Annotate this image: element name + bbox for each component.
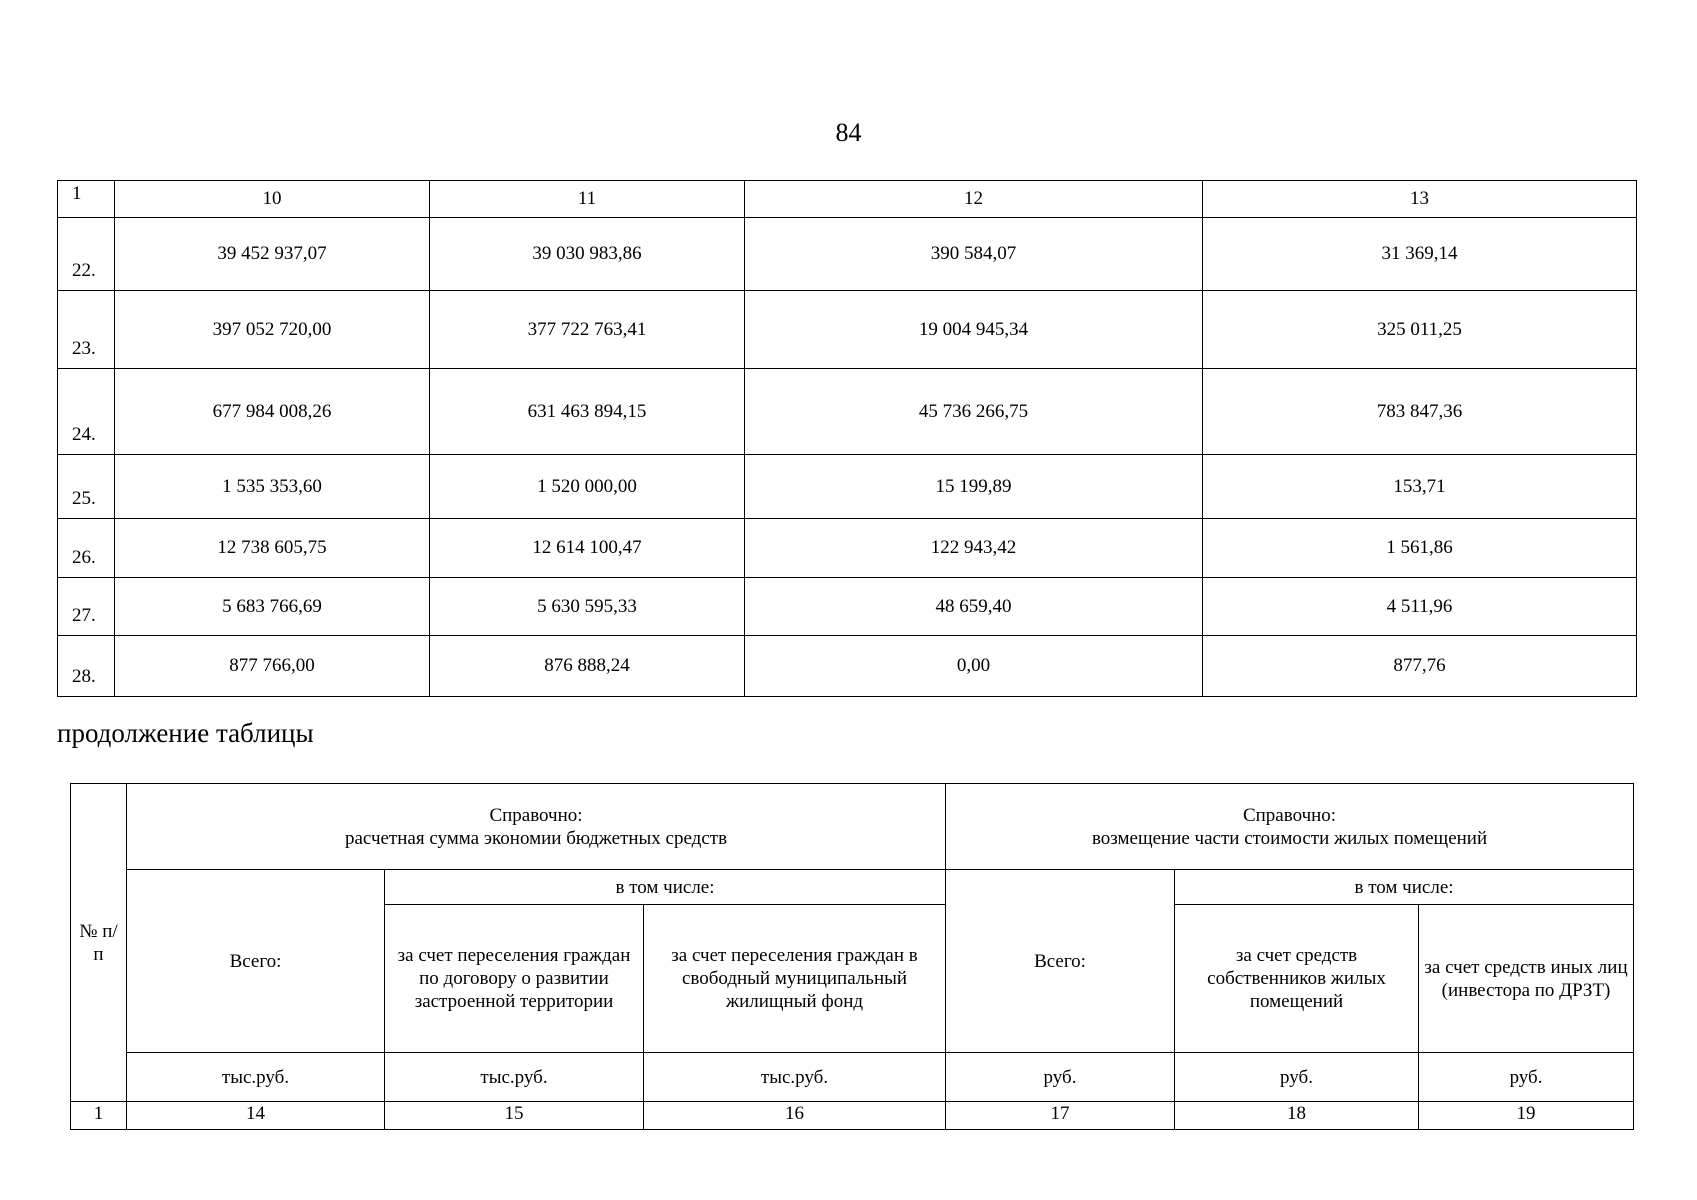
column-number: 19: [1419, 1102, 1634, 1130]
column-number-row: [58, 181, 1637, 218]
row-number: 23.: [58, 291, 115, 369]
group-title-line: расчетная сумма экономии бюджетных средств: [344, 827, 728, 849]
table-cell: 5 683 766,69: [115, 578, 430, 636]
unit-label: тыс.руб.: [127, 1053, 385, 1102]
group-title-line: Справочно:: [489, 804, 583, 826]
group-header-compensation: [946, 784, 1634, 870]
table-row: [58, 578, 1637, 636]
unit-label: руб.: [946, 1053, 1175, 1102]
table-cell: 377 722 763,41: [430, 291, 745, 369]
column-number: 16: [644, 1102, 946, 1130]
column-header: за счет переселения граждан по договору о развитии застроенной территории: [385, 905, 644, 1053]
table-cell: 783 847,36: [1203, 369, 1637, 455]
data-table-header: [70, 783, 1634, 1130]
table-row: [58, 291, 1637, 369]
table-cell: 153,71: [1203, 455, 1637, 519]
column-header: за счет средств иных лиц (инвестора по ДРЗТ): [1419, 905, 1634, 1053]
page-number: 84: [835, 118, 862, 147]
continuation-label: продолжение таблицы: [57, 718, 314, 748]
column-number-row: [71, 1102, 1634, 1130]
column-number: 17: [946, 1102, 1175, 1130]
table-cell: 45 736 266,75: [745, 369, 1203, 455]
table-cell: 877,76: [1203, 636, 1637, 697]
column-header: за счет переселения граждан в свободный муниципальный жилищный фонд: [644, 905, 946, 1053]
column-number: 15: [385, 1102, 644, 1130]
including-header: в том числе:: [1175, 870, 1634, 905]
subgroup-header-row: [71, 870, 1634, 905]
unit-label: руб.: [1419, 1053, 1634, 1102]
group-title-line: возмещение части стоимости жилых помещений: [1091, 827, 1488, 849]
column-number: 1: [58, 181, 115, 218]
table-row: [58, 455, 1637, 519]
table-cell: 39 030 983,86: [430, 218, 745, 291]
units-row: [71, 1053, 1634, 1102]
column-number: 18: [1175, 1102, 1419, 1130]
table-cell: 0,00: [745, 636, 1203, 697]
column-number: 10: [115, 181, 430, 218]
table-cell: 15 199,89: [745, 455, 1203, 519]
row-number: 25.: [58, 455, 115, 519]
table-cell: 1 561,86: [1203, 519, 1637, 578]
table-cell: 390 584,07: [745, 218, 1203, 291]
table-cell: 677 984 008,26: [115, 369, 430, 455]
table-cell: 122 943,42: [745, 519, 1203, 578]
row-number: 26.: [58, 519, 115, 578]
table-row: [58, 369, 1637, 455]
table-cell: 877 766,00: [115, 636, 430, 697]
table-row: [58, 218, 1637, 291]
column-number: 13: [1203, 181, 1637, 218]
column-number: 12: [745, 181, 1203, 218]
table-cell: 39 452 937,07: [115, 218, 430, 291]
table-cell: 12 614 100,47: [430, 519, 745, 578]
unit-label: тыс.руб.: [385, 1053, 644, 1102]
group-header-row: [71, 784, 1634, 870]
table-cell: 397 052 720,00: [115, 291, 430, 369]
group-title-line: Справочно:: [1242, 804, 1337, 826]
table-cell: 876 888,24: [430, 636, 745, 697]
table-cell: 48 659,40: [745, 578, 1203, 636]
column-number: 1: [71, 1102, 127, 1130]
table-cell: 1 535 353,60: [115, 455, 430, 519]
table-cell: 631 463 894,15: [430, 369, 745, 455]
total-header: Всего:: [946, 870, 1175, 1053]
unit-label: тыс.руб.: [644, 1053, 946, 1102]
table-cell: 19 004 945,34: [745, 291, 1203, 369]
table-cell: 31 369,14: [1203, 218, 1637, 291]
table-cell: 12 738 605,75: [115, 519, 430, 578]
row-number: 28.: [58, 636, 115, 697]
column-header: за счет средств собственников жилых помещений: [1175, 905, 1419, 1053]
group-header-savings: [127, 784, 946, 870]
row-number: 22.: [58, 218, 115, 291]
column-number: 14: [127, 1102, 385, 1130]
table-row: [58, 519, 1637, 578]
table-cell: 325 011,25: [1203, 291, 1637, 369]
table-cell: 4 511,96: [1203, 578, 1637, 636]
row-number: 24.: [58, 369, 115, 455]
column-number: 11: [430, 181, 745, 218]
number-header: № п/п: [71, 784, 127, 1102]
table-cell: 5 630 595,33: [430, 578, 745, 636]
unit-label: руб.: [1175, 1053, 1419, 1102]
table-cell: 1 520 000,00: [430, 455, 745, 519]
data-table-continued: [57, 180, 1637, 697]
including-header: в том числе:: [385, 870, 946, 905]
total-header: Всего:: [127, 870, 385, 1053]
table-row: [58, 636, 1637, 697]
row-number: 27.: [58, 578, 115, 636]
